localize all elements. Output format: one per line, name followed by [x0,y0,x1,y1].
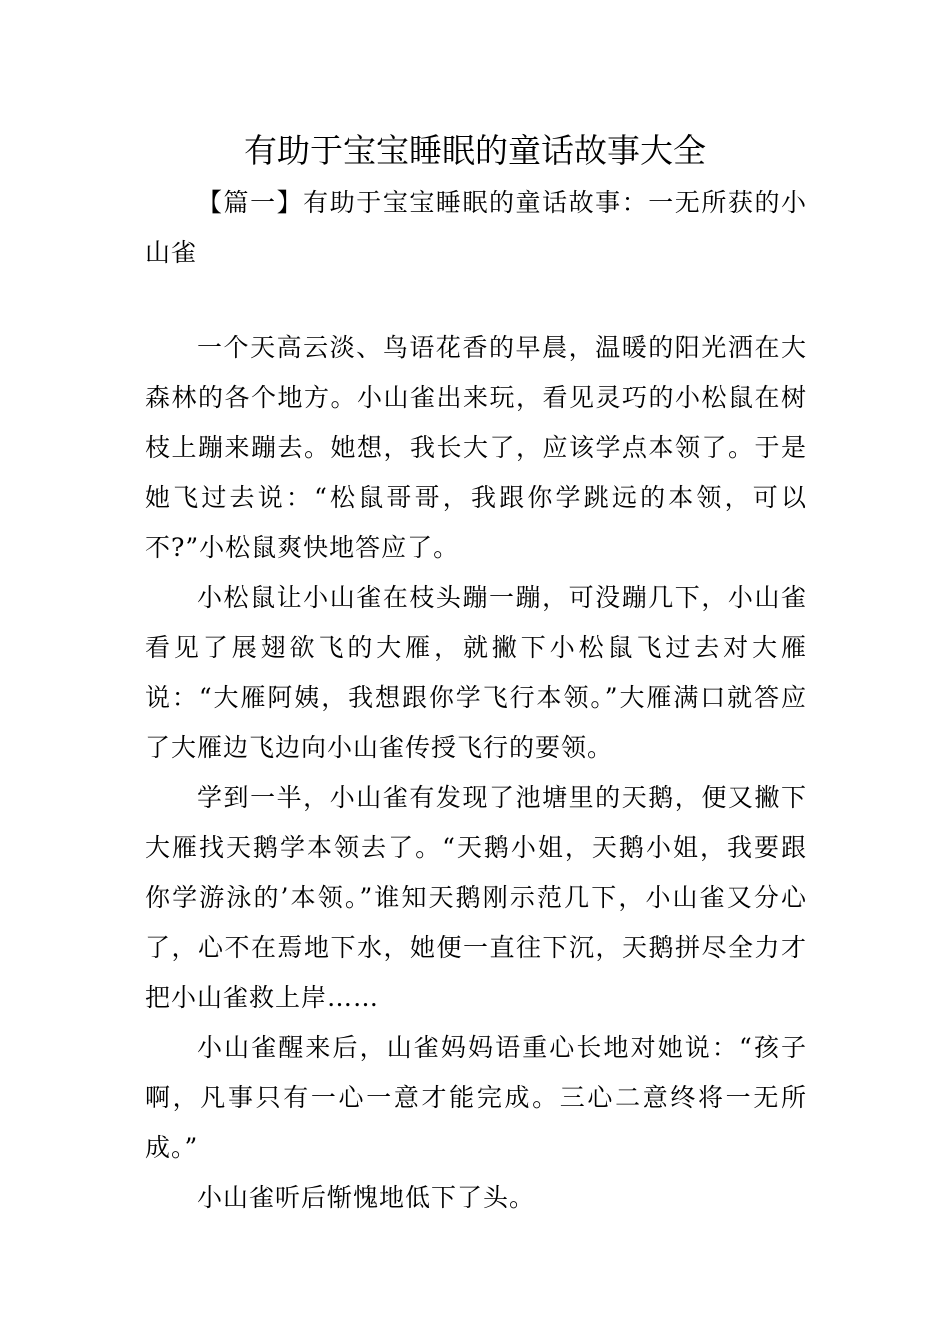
story-paragraph: 学到一半，小山雀有发现了池塘里的天鹅，便又撇下大雁找天鹅学本领去了。“天鹅小姐，天鹅小姐，我要跟你学游泳的’本领。”谁知天鹅刚示范几下，小山雀又分心了，心不在焉地下水，她便一直往下沉，天鹅拼尽全力才把小山雀救上岸…… [145,783,807,1012]
story-paragraph: 小山雀听后惭愧地低下了头。 [197,1183,536,1212]
document-title: 有助于宝宝睡眠的童话故事大全 [244,131,706,170]
section-heading: 【篇一】有助于宝宝睡眠的童话故事：一无所获的小山雀 [145,188,807,267]
story-paragraph: 一个天高云淡、鸟语花香的早晨，温暖的阳光洒在大森林的各个地方。小山雀出来玩，看见灵巧的小松鼠在树枝上蹦来蹦去。她想，我长大了，应该学点本领了。于是她飞过去说：“松鼠哥哥，我跟你学跳远的本领，可以不?”小松鼠爽快地答应了。 [145,333,807,562]
section-heading-block [145,178,807,278]
story-paragraph: 小松鼠让小山雀在枝头蹦一蹦，可没蹦几下，小山雀看见了展翅欲飞的大雁，就撇下小松鼠飞过去对大雁说：“大雁阿姨，我想跟你学飞行本领。”大雁满口就答应了大雁边飞边向小山雀传授飞行的要领。 [145,583,807,762]
story-paragraph: 小山雀醒来后，山雀妈妈语重心长地对她说：“孩子啊，凡事只有一心一意才能完成。三心二意终将一无所成。” [145,1033,807,1162]
story-body [145,323,807,1223]
